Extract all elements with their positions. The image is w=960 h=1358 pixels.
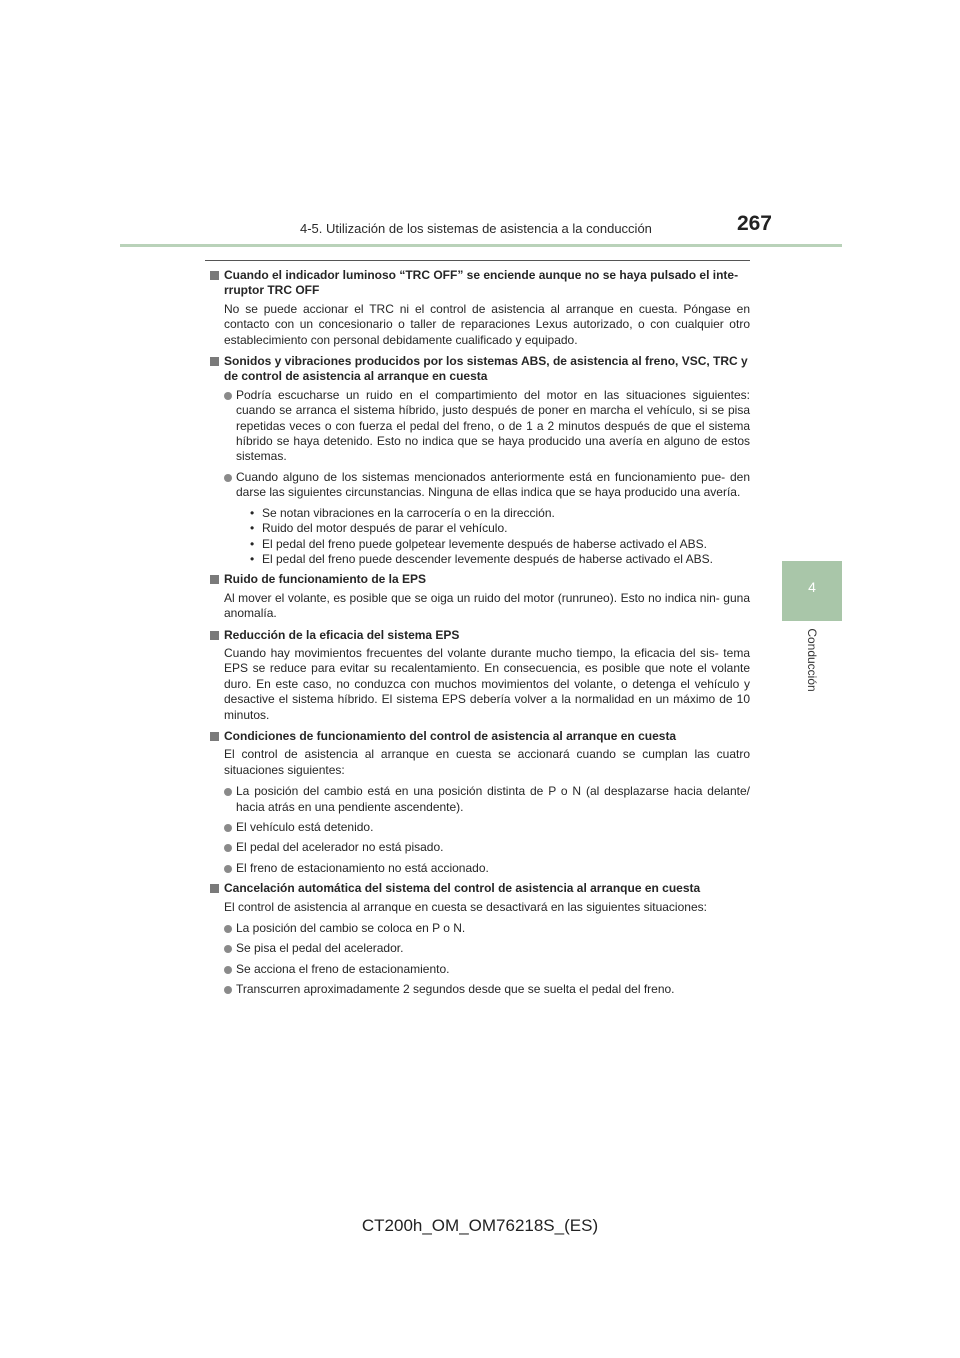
- bullet-text: La posición del cambio está en una posición distinta de P o N (al desplazarse hacia delante/ hacia atrás en una pendiente ascendente).: [236, 784, 750, 814]
- content-divider: [205, 260, 750, 261]
- section-title-text: Cuando el indicador luminoso “TRC OFF” se enciende aunque no se haya pulsado el inte- rruptor TRC OFF: [224, 268, 739, 298]
- circle-bullet-icon: [224, 788, 232, 796]
- document-code: CT200h_OM_OM76218S_(ES): [361, 1216, 599, 1235]
- circle-bullet-icon: [224, 865, 232, 873]
- bullet-item: [224, 840, 750, 855]
- section: [210, 881, 750, 997]
- bullet-text: Se acciona el freno de estacionamiento.: [236, 961, 450, 976]
- section: [210, 572, 750, 621]
- sub-list-item: [250, 552, 750, 567]
- section-body: [210, 302, 750, 348]
- sub-list-text: Se notan vibraciones en la carrocería o en la dirección.: [262, 505, 555, 520]
- bullet-item: [224, 921, 750, 936]
- circle-bullet-icon: [224, 925, 232, 933]
- bullet-text: El freno de estacionamiento no está accionado.: [236, 860, 489, 875]
- bullet-item: [224, 784, 750, 815]
- bullet-text: La posición del cambio se coloca en P o N.: [236, 921, 466, 936]
- section-title: [210, 268, 750, 299]
- square-bullet-icon: [210, 732, 219, 741]
- circle-bullet-icon: [224, 945, 232, 953]
- bullet-text: Cuando alguno de los sistemas mencionados anteriormente está en funcionamiento pue- den darse las siguientes circunstancias. Ninguna de ellas indica que se haya producido una avería.: [236, 469, 750, 500]
- sub-bullet-mark: •: [250, 521, 255, 536]
- header-section-title: 4-5. Utilización de los sistemas de asistencia a la conducción: [300, 221, 652, 236]
- section: [210, 729, 750, 876]
- section-title: [210, 572, 750, 587]
- circle-bullet-icon: [224, 392, 232, 400]
- square-bullet-icon: [210, 575, 219, 584]
- section-title: [210, 729, 750, 744]
- section-body: [210, 900, 750, 998]
- square-bullet-icon: [210, 631, 219, 640]
- bullet-text: Se pisa el pedal del acelerador.: [236, 941, 404, 956]
- bullet-item: [224, 820, 750, 835]
- section-body: [210, 591, 750, 622]
- square-bullet-icon: [210, 884, 219, 893]
- bullet-text: Podría escucharse un ruido en el compartimiento del motor en las situaciones siguientes: cuando se arranca el sistema híbrido, justo después de poner en marcha el vehículo, si se pisa repetidas veces o con fuerza el pedal del freno, o de 1 a 2 minutos después de que el sistema híbrido se haya detenido. Esto no indica que se haya producido una avería en alguno de estos sistemas.: [236, 387, 750, 464]
- square-bullet-icon: [210, 271, 219, 280]
- section-title-text: Sonidos y vibraciones producidos por los sistemas ABS, de asistencia al freno, VSC, TRC y de control de asistencia al arranque en cuesta: [224, 354, 748, 384]
- chapter-number: 4: [808, 579, 816, 595]
- circle-bullet-icon: [224, 474, 232, 482]
- page-number: 267: [736, 212, 772, 235]
- bullet-item: [224, 962, 750, 977]
- section-paragraph: Cuando hay movimientos frecuentes del volante durante mucho tiempo, la eficacia del sis- tema EPS se reduce para evitar su recalentamiento. En consecuencia, es posible que note el volante duro. En este caso, no conduzca con muchos movimientos del volante, o detenga el vehículo y desactive el sistema híbrido. El sistema EPS debería volver a la normalidad en un máximo de 10 minutos.: [224, 645, 750, 722]
- content-body: [210, 268, 750, 1003]
- circle-bullet-icon: [224, 966, 232, 974]
- section: [210, 628, 750, 723]
- section-paragraph: No se puede accionar el TRC ni el control de asistencia al arranque en cuesta. Póngase en contacto con un concesionario o taller de reparaciones Lexus autorizado, o con cualquier otro establecimiento con personal debidamente cualificado y equipado.: [224, 301, 750, 347]
- sub-bullet-mark: •: [250, 505, 255, 520]
- sub-bullet-mark: •: [250, 551, 255, 566]
- section: [210, 268, 750, 348]
- section-body: [210, 747, 750, 876]
- sub-list-text: El pedal del freno puede golpetear levemente después de haberse activado el ABS.: [262, 536, 707, 551]
- bullet-text: El pedal del acelerador no está pisado.: [236, 840, 444, 855]
- section-body: [210, 388, 750, 567]
- section-paragraph: El control de asistencia al arranque en cuesta se desactivará en las siguientes situaciones:: [224, 899, 707, 914]
- bullet-item: [224, 388, 750, 465]
- circle-bullet-icon: [224, 986, 232, 994]
- section-title: [210, 354, 750, 385]
- sub-list-item: [250, 521, 750, 536]
- bullet-text: Transcurren aproximadamente 2 segundos desde que se suelta el pedal del freno.: [236, 982, 675, 997]
- section-title: [210, 881, 750, 896]
- section-body: [210, 646, 750, 723]
- section-title-text: Reducción de la eficacia del sistema EPS: [224, 627, 460, 642]
- sub-list-text: Ruido del motor después de parar el vehículo.: [262, 521, 508, 536]
- section-paragraph: Al mover el volante, es posible que se oiga un ruido del motor (runruneo). Esto no indica nin- guna anomalía.: [224, 590, 750, 621]
- sub-list-item: [250, 537, 750, 552]
- bullet-item: [224, 861, 750, 876]
- sub-list: [224, 506, 750, 568]
- square-bullet-icon: [210, 357, 219, 366]
- section: [210, 354, 750, 567]
- sub-list-text: El pedal del freno puede descender levemente después de haberse activado el ABS.: [262, 551, 713, 566]
- bullet-text: El vehículo está detenido.: [236, 820, 374, 834]
- section-title-text: Ruido de funcionamiento de la EPS: [224, 572, 427, 587]
- chapter-label: Conducción: [805, 628, 819, 692]
- chapter-tab: [782, 561, 842, 621]
- section-paragraph: El control de asistencia al arranque en cuesta se accionará cuando se cumplan las cuatro situaciones siguientes:: [224, 747, 750, 777]
- page-header: [120, 210, 842, 242]
- bullet-item: [224, 941, 750, 956]
- section-title-text: Cancelación automática del sistema del control de asistencia al arranque en cuesta: [224, 881, 701, 896]
- bullet-item: [224, 982, 750, 997]
- header-divider: [120, 244, 842, 247]
- sub-list-item: [250, 506, 750, 521]
- section-title: [210, 628, 750, 643]
- chapter-label-box: [792, 630, 832, 690]
- circle-bullet-icon: [224, 844, 232, 852]
- bullet-item: [224, 470, 750, 501]
- sub-bullet-mark: •: [250, 536, 255, 551]
- circle-bullet-icon: [224, 824, 232, 832]
- section-title-text: Condiciones de funcionamiento del control de asistencia al arranque en cuesta: [224, 728, 677, 743]
